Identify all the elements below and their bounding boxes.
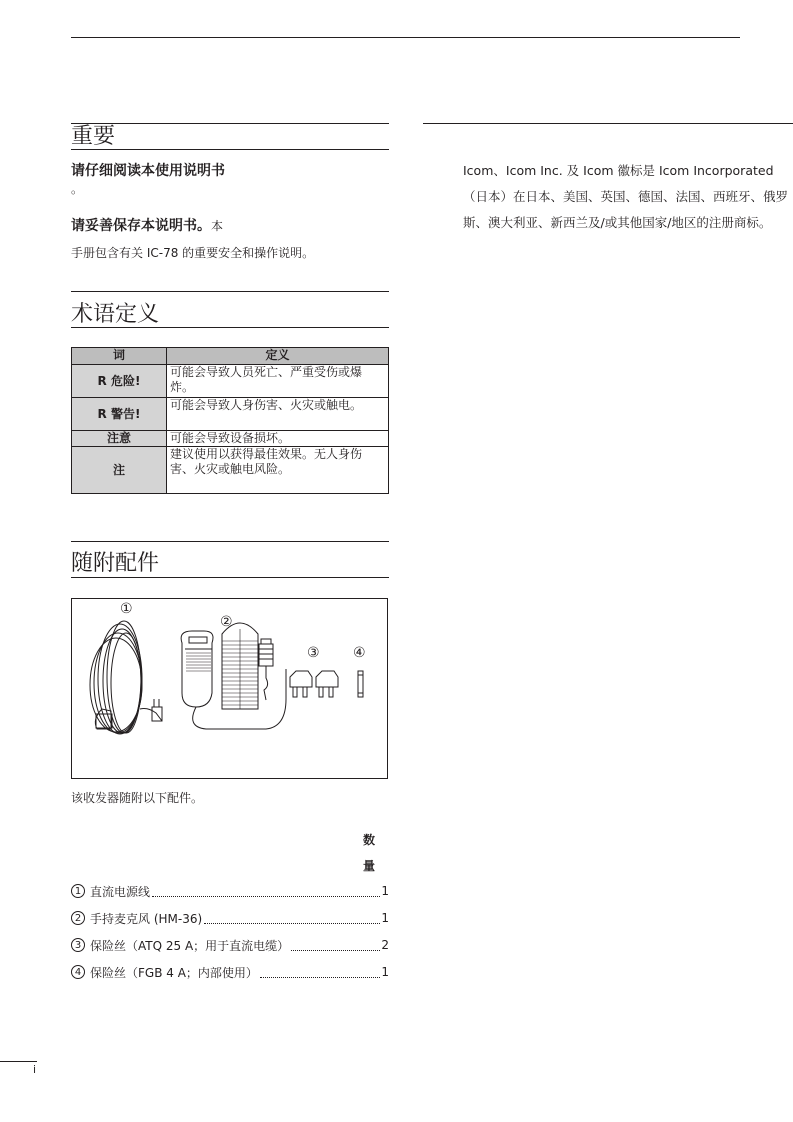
term-caution: 注意 <box>72 431 167 447</box>
item-label: 直流电源线 <box>90 884 151 899</box>
accessories-bottom-rule <box>71 577 389 578</box>
item-label: 手持麦克风 (HM-36) <box>90 911 203 926</box>
keep-manual-tail: 本 <box>211 219 224 233</box>
item-number: 2 <box>71 911 85 925</box>
leader-dots <box>291 940 380 951</box>
item-qty: 1 <box>381 911 389 925</box>
terms-table-header <box>72 348 389 365</box>
terms-table <box>71 347 389 494</box>
figure-label-2: ② <box>220 614 233 630</box>
important-bottom-rule <box>71 149 389 150</box>
right-column-rule <box>423 123 793 124</box>
qty-header-1: 数 <box>363 833 376 847</box>
definition-caution: 可能会导致设备损坏。 <box>167 431 389 447</box>
figure-label-3: ③ <box>307 645 320 661</box>
item-label: 保险丝（ATQ 25 A；用于直流电缆） <box>90 938 290 953</box>
list-item <box>71 963 389 981</box>
leader-dots <box>204 913 380 924</box>
definition-column-header: 定义 <box>167 348 389 365</box>
term-note: 注 <box>72 447 167 494</box>
term-warning: R 警告! <box>72 398 167 431</box>
important-top-rule <box>71 123 389 124</box>
definition-warning: 可能会导致人身伤害、火灾或触电。 <box>167 398 389 431</box>
term-danger: R 危险! <box>72 365 167 398</box>
read-manual-text: 请仔细阅读本使用说明书 <box>71 163 225 179</box>
dc-power-cable-drawing <box>90 621 162 734</box>
table-row <box>72 447 389 494</box>
item-label: 保险丝（FGB 4 A；内部使用） <box>90 965 258 980</box>
item-qty: 1 <box>381 884 389 898</box>
table-row <box>72 431 389 447</box>
table-row <box>72 398 389 431</box>
atq-fuses-drawing <box>290 671 338 697</box>
definition-danger: 可能会导致人员死亡、严重受伤或爆炸。 <box>167 365 389 398</box>
important-heading: 重要 <box>71 124 116 149</box>
read-manual-tail: 。 <box>71 182 84 196</box>
leader-dots <box>260 967 380 978</box>
terms-bottom-rule <box>71 327 389 328</box>
top-rule <box>71 37 740 38</box>
accessories-intro: 该收发器随附以下配件。 <box>71 791 204 805</box>
list-item <box>71 882 389 900</box>
item-number: 1 <box>71 884 85 898</box>
leader-dots <box>152 886 380 897</box>
keep-manual-line <box>71 215 223 235</box>
term-column-header: 词 <box>72 348 167 365</box>
figure-label-4: ④ <box>353 645 366 661</box>
figure-label-1: ① <box>120 601 133 617</box>
list-item <box>71 936 389 954</box>
fgb-fuse-drawing <box>358 671 363 697</box>
hand-microphone-drawing <box>181 623 286 729</box>
list-item <box>71 909 389 927</box>
accessories-heading: 随附配件 <box>71 551 160 576</box>
accessories-top-rule <box>71 541 389 542</box>
manual-contents-text: 手册包含有关 IC-78 的重要安全和操作说明。 <box>71 246 315 260</box>
footer-rule <box>0 1061 37 1062</box>
trademark-text: Icom、Icom Inc. 及 Icom 徽标是 Icom Incorporated（日本）在日本、美国、英国、德国、法国、西班牙、俄罗斯、澳大利亚、新西兰及/或其他国家/地区的注册商标。 <box>463 163 789 230</box>
definition-note: 建议使用以获得最佳效果。无人身伤害、火灾或触电风险。 <box>167 447 389 494</box>
item-number: 4 <box>71 965 85 979</box>
accessories-figure <box>71 598 388 779</box>
terms-heading: 术语定义 <box>71 302 160 327</box>
item-qty: 1 <box>381 965 389 979</box>
keep-manual-bold: 请妥善保存本说明书。 <box>71 218 211 234</box>
item-number: 3 <box>71 938 85 952</box>
terms-top-rule <box>71 291 389 292</box>
page-number: i <box>33 1063 37 1076</box>
item-qty: 2 <box>381 938 389 952</box>
table-row <box>72 365 389 398</box>
qty-header-2: 量 <box>363 859 376 873</box>
